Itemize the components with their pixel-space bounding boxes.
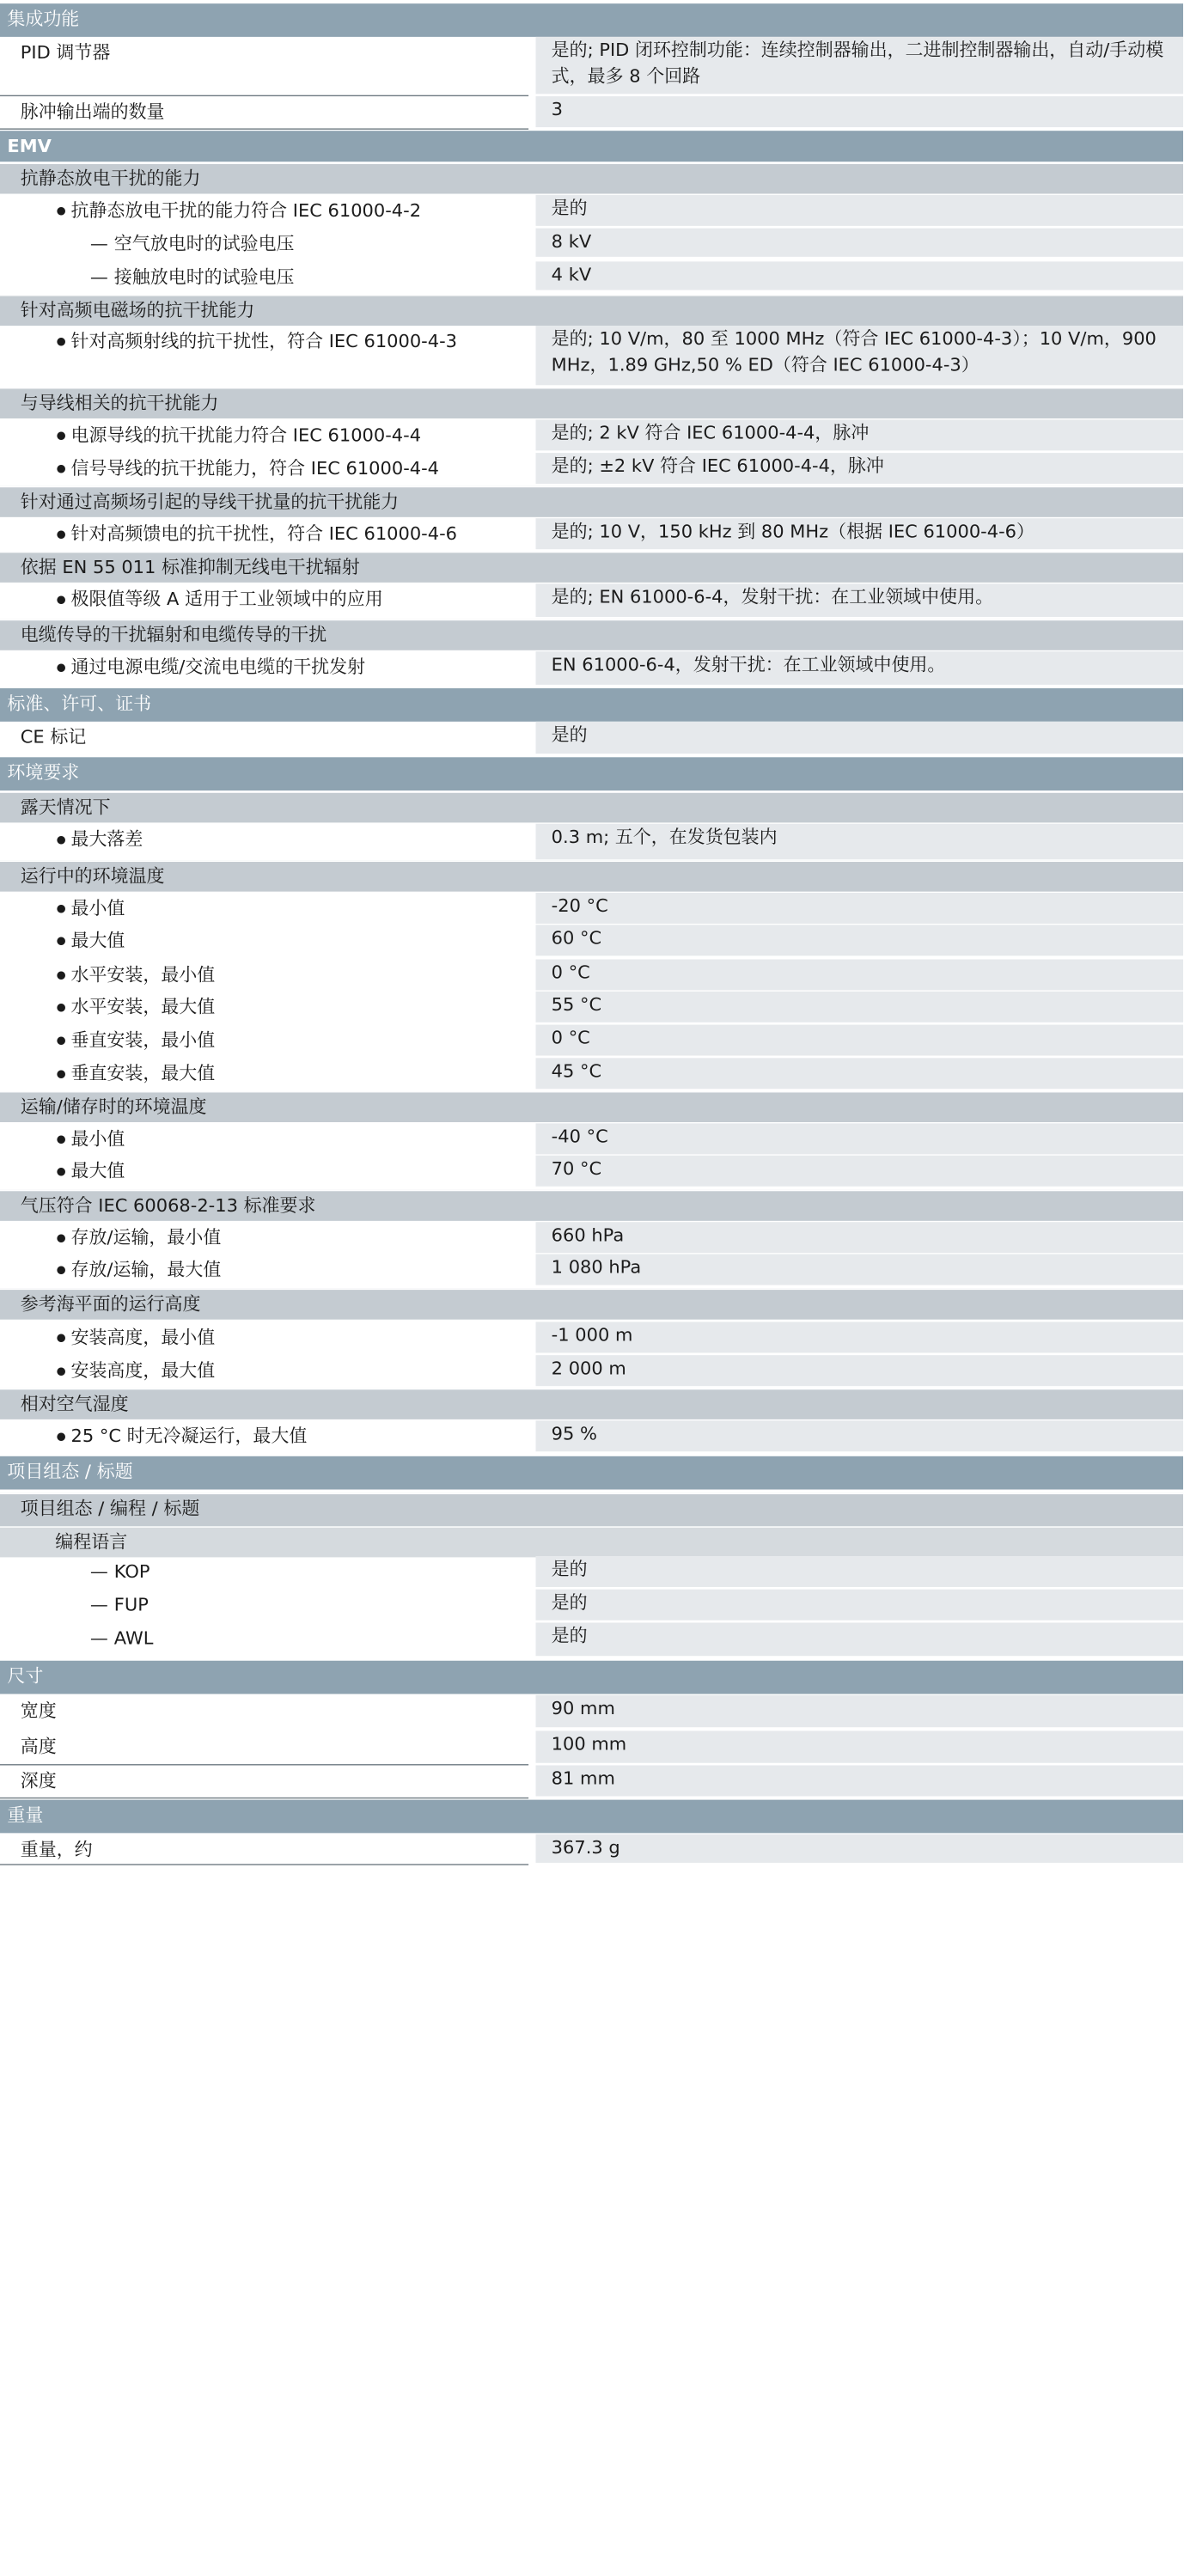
spec-value: 是的; 10 V，150 kHz 到 80 MHz（根据 IEC 61000-4-6） <box>536 518 1184 549</box>
spec-label <box>0 1156 528 1189</box>
spec-row <box>0 992 1183 1025</box>
spec-label <box>0 96 528 130</box>
spec-label-text: 信号导线的抗干扰能力，符合 IEC 61000-4-4 <box>70 457 440 479</box>
spec-row <box>0 1355 1183 1389</box>
spec-label <box>0 1254 528 1288</box>
spec-value: 8 kV <box>536 229 1184 257</box>
spec-label <box>0 651 528 687</box>
spec-label <box>0 1834 528 1865</box>
spec-row <box>0 1058 1183 1091</box>
spec-label-text: 25 °C 时无冷凝运行，最大值 <box>70 1425 308 1447</box>
section-header: 环境要求 <box>0 757 1183 791</box>
spec-label <box>0 1695 528 1730</box>
spec-label-text: 垂直安装，最小值 <box>70 1029 216 1052</box>
spec-value: 是的 <box>536 722 1184 754</box>
group-header: 电缆传导的干扰辐射和电缆传导的干扰 <box>0 620 1183 650</box>
bullet-icon: ● <box>56 1133 66 1146</box>
spec-label-text: KOP <box>113 1560 150 1583</box>
spec-label-text: 水平安装，最小值 <box>70 964 216 986</box>
spec-row <box>0 419 1183 453</box>
spec-label-text: 重量，约 <box>20 1839 93 1861</box>
group-header: 编程语言 <box>0 1526 1183 1557</box>
bullet-icon: ● <box>56 204 66 217</box>
spec-value: -40 °C <box>536 1123 1184 1154</box>
spec-label-text: 水平安装，最大值 <box>70 996 216 1018</box>
section-header: 尺寸 <box>0 1661 1183 1694</box>
spec-label-text: AWL <box>113 1627 154 1649</box>
spec-label-text: 最小值 <box>70 897 125 919</box>
spec-label-text: 宽度 <box>20 1700 57 1722</box>
spec-label-text: 垂直安装，最大值 <box>70 1062 216 1084</box>
spec-label <box>0 453 528 486</box>
bullet-icon: ● <box>56 902 66 915</box>
bullet-icon: ● <box>56 1165 66 1178</box>
spec-row <box>0 1590 1183 1623</box>
spec-value: 是的; ±2 kV 符合 IEC 61000-4-4，脉冲 <box>536 453 1184 484</box>
spec-label <box>0 583 528 620</box>
spec-label <box>0 419 528 453</box>
spec-label-text: 空气放电时的试验电压 <box>113 233 295 255</box>
spec-label <box>0 1058 528 1091</box>
spec-value: 100 mm <box>536 1731 1184 1762</box>
spec-label <box>0 518 528 552</box>
spec-label <box>0 261 528 292</box>
spec-label-text: 通过电源电缆/交流电电缆的干扰发射 <box>70 656 366 678</box>
spec-row <box>0 1695 1183 1730</box>
group-header: 参考海平面的运行高度 <box>0 1289 1183 1320</box>
spec-value: 是的; PID 闭环控制功能：连续控制器输出，二进制控制器输出，自动/手动模式，最多 8 个回路 <box>536 37 1184 94</box>
spec-label <box>0 1222 528 1255</box>
spec-value: -20 °C <box>536 893 1184 924</box>
spec-value: 是的 <box>536 1590 1184 1621</box>
group-header: 针对高频电磁场的抗干扰能力 <box>0 295 1183 326</box>
spec-value: 是的 <box>536 1622 1184 1656</box>
spec-row <box>0 1622 1183 1658</box>
spec-label-text: 安装高度，最大值 <box>70 1359 216 1382</box>
spec-label-text: 针对高频射线的抗干扰性，符合 IEC 61000-4-3 <box>70 330 458 352</box>
section-header: EMV <box>0 131 1183 162</box>
spec-label <box>0 1420 528 1454</box>
spec-label <box>0 1123 528 1157</box>
group-header: 项目组态 / 编程 / 标题 <box>0 1493 1183 1527</box>
spec-value: 是的 <box>536 195 1184 226</box>
spec-row <box>0 195 1183 229</box>
spec-label <box>0 1765 528 1798</box>
spec-label-text: 深度 <box>20 1770 57 1792</box>
spec-label <box>0 1590 528 1623</box>
spec-label-text: 最大值 <box>70 929 125 951</box>
spec-row <box>0 1123 1183 1157</box>
section-header: 集成功能 <box>0 3 1183 37</box>
spec-row <box>0 583 1183 620</box>
section-header: 标准、许可、证书 <box>0 688 1183 722</box>
spec-value: 70 °C <box>536 1156 1184 1187</box>
spec-row <box>0 925 1183 958</box>
bullet-icon: ● <box>56 335 66 348</box>
spec-value: 2 000 m <box>536 1355 1184 1386</box>
dash-icon: — <box>89 1627 108 1649</box>
bullet-icon: ● <box>56 1035 66 1047</box>
spec-value: 81 mm <box>536 1765 1184 1796</box>
group-header: 针对通过高频场引起的导线干扰量的抗干扰能力 <box>0 486 1183 517</box>
spec-value: 是的 <box>536 1556 1184 1587</box>
spec-label <box>0 326 528 388</box>
bullet-icon: ● <box>56 1068 66 1080</box>
spec-row <box>0 893 1183 926</box>
spec-value: 0.3 m; 五个，在发货包装内 <box>536 824 1184 860</box>
bullet-icon: ● <box>56 594 66 606</box>
spec-row <box>0 1834 1183 1865</box>
group-header: 与导线相关的抗干扰能力 <box>0 388 1183 418</box>
bullet-icon: ● <box>56 528 66 540</box>
spec-label-text: 高度 <box>20 1735 57 1757</box>
group-header: 抗静态放电干扰的能力 <box>0 163 1183 194</box>
spec-label-text: FUP <box>113 1594 149 1616</box>
spec-label-text: CE 标记 <box>20 726 87 748</box>
spec-value: -1 000 m <box>536 1322 1184 1352</box>
spec-label <box>0 1731 528 1765</box>
spec-label <box>0 1322 528 1355</box>
spec-label <box>0 824 528 862</box>
spec-label-text: 存放/运输，最大值 <box>70 1259 222 1281</box>
bullet-icon: ● <box>56 462 66 475</box>
spec-row <box>0 1322 1183 1355</box>
spec-row <box>0 1731 1183 1765</box>
spec-row <box>0 518 1183 552</box>
spec-label-text: 抗静态放电干扰的能力符合 IEC 61000-4-2 <box>70 199 422 222</box>
bullet-icon: ● <box>56 661 66 674</box>
spec-value: 是的; EN 61000-6-4，发射干扰：在工业领域中使用。 <box>536 583 1184 617</box>
spec-label-text: 电源导线的抗干扰能力符合 IEC 61000-4-4 <box>70 424 422 446</box>
spec-row <box>0 453 1183 486</box>
spec-row <box>0 1765 1183 1798</box>
spec-value: 1 080 hPa <box>536 1254 1184 1285</box>
spec-row <box>0 1222 1183 1255</box>
bullet-icon: ● <box>56 935 66 947</box>
spec-row <box>0 1025 1183 1059</box>
spec-value: 0 °C <box>536 1025 1184 1056</box>
spec-value: 367.3 g <box>536 1834 1184 1863</box>
spec-value: 55 °C <box>536 992 1184 1022</box>
spec-label-text: 接触放电时的试验电压 <box>113 266 295 288</box>
spec-label-text: 脉冲输出端的数量 <box>20 101 165 123</box>
bullet-icon: ● <box>56 1231 66 1244</box>
bullet-icon: ● <box>56 1332 66 1345</box>
spec-row <box>0 722 1183 756</box>
dash-icon: — <box>89 1594 108 1616</box>
spec-value: 是的; 10 V/m，80 至 1000 MHz（符合 IEC 61000-4-3）；10 V/m，900 MHz，1.89 GHz,50 % ED（符合 IEC 61000-4-3） <box>536 326 1184 385</box>
spec-row <box>0 326 1183 388</box>
bullet-icon: ● <box>56 1364 66 1377</box>
group-header: 相对空气湿度 <box>0 1389 1183 1419</box>
dash-icon: — <box>89 233 108 255</box>
group-header: 露天情况下 <box>0 791 1183 822</box>
spec-label <box>0 1025 528 1059</box>
bullet-icon: ● <box>56 969 66 982</box>
spec-value: 95 % <box>536 1420 1184 1451</box>
spec-value: 90 mm <box>536 1695 1184 1727</box>
spec-label <box>0 893 528 926</box>
spec-label <box>0 195 528 229</box>
spec-label-text: 最大值 <box>70 1160 125 1182</box>
spec-row <box>0 1420 1183 1454</box>
spec-value: 是的; 2 kV 符合 IEC 61000-4-4，脉冲 <box>536 419 1184 450</box>
spec-row <box>0 1254 1183 1288</box>
spec-row <box>0 824 1183 862</box>
spec-row <box>0 1556 1183 1590</box>
spec-label-text: PID 调节器 <box>20 41 111 64</box>
spec-label <box>0 37 528 96</box>
spec-label <box>0 959 528 992</box>
spec-value: 4 kV <box>536 261 1184 290</box>
spec-value: 45 °C <box>536 1058 1184 1089</box>
bullet-icon: ● <box>56 833 66 846</box>
spec-value: 0 °C <box>536 959 1184 990</box>
spec-value: 3 <box>536 96 1184 127</box>
group-header: 依据 EN 55 011 标准抑制无线电干扰辐射 <box>0 552 1183 583</box>
dash-icon: — <box>89 1560 108 1583</box>
spec-row <box>0 229 1183 259</box>
spec-value: 660 hPa <box>536 1222 1184 1253</box>
group-header: 运输/储存时的环境温度 <box>0 1091 1183 1122</box>
spec-row <box>0 37 1183 96</box>
spec-label <box>0 925 528 958</box>
spec-label-text: 安装高度，最小值 <box>70 1326 216 1348</box>
group-header: 运行中的环境温度 <box>0 861 1183 892</box>
spec-label <box>0 992 528 1025</box>
spec-label <box>0 229 528 259</box>
spec-value: 60 °C <box>536 925 1184 955</box>
bullet-icon: ● <box>56 1431 66 1443</box>
section-header: 重量 <box>0 1800 1183 1834</box>
spec-row <box>0 959 1183 992</box>
spec-label-text: 极限值等级 A 适用于工业领域中的应用 <box>70 588 383 610</box>
spec-label <box>0 1622 528 1658</box>
spec-row <box>0 1156 1183 1189</box>
spec-label-text: 最大落差 <box>70 828 143 851</box>
spec-row <box>0 261 1183 292</box>
spec-row <box>0 96 1183 130</box>
bullet-icon: ● <box>56 1001 66 1014</box>
dash-icon: — <box>89 266 108 288</box>
spec-row <box>0 651 1183 687</box>
spec-label <box>0 722 528 756</box>
bullet-icon: ● <box>56 430 66 442</box>
section-header: 项目组态 / 标题 <box>0 1456 1183 1490</box>
spec-label <box>0 1556 528 1590</box>
group-header: 气压符合 IEC 60068-2-13 标准要求 <box>0 1190 1183 1221</box>
spec-label-text: 针对高频馈电的抗干扰性，符合 IEC 61000-4-6 <box>70 522 458 545</box>
spec-label-text: 最小值 <box>70 1127 125 1150</box>
spec-label-text: 存放/运输，最小值 <box>70 1226 222 1248</box>
bullet-icon: ● <box>56 1264 66 1277</box>
spec-value: EN 61000-6-4，发射干扰：在工业领域中使用。 <box>536 651 1184 685</box>
spec-label <box>0 1355 528 1389</box>
